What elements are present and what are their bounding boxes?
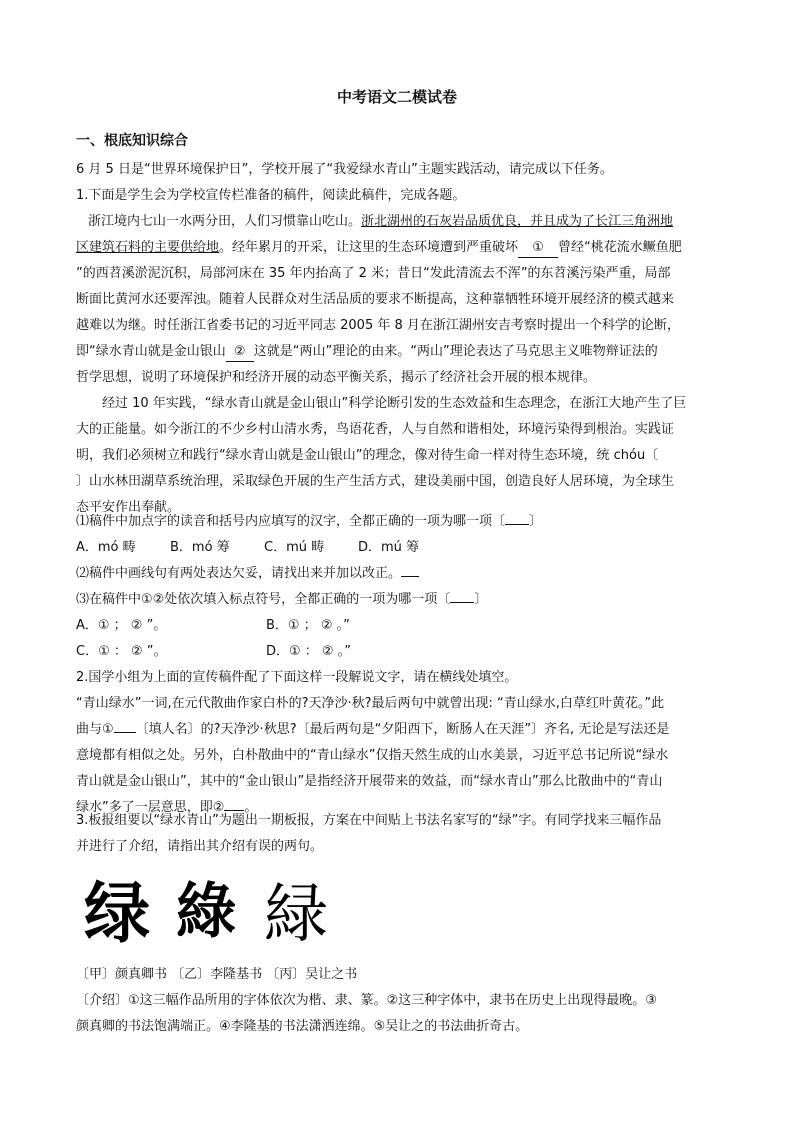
introduction-line: 颜真卿的书法饱满端正。④李隆基的书法潇洒连绵。⑤吴让之的书法曲折奇古。: [76, 1019, 529, 1034]
calligraphy-char-lishu: 綠: [176, 877, 236, 947]
passage-line: 经过 10 年实践，“绿水青山就是金山银山”科学论断引发的生态效益和生态理念，在浙江大地产生了巨: [102, 396, 687, 411]
intro-line: 6 月 5 日是“世界环境保护日”，学校开展了“我爱绿水青山”主题实践活动，请完成以下任务。: [76, 162, 613, 177]
options-row: [76, 535, 718, 561]
subquestion-1: ⑴稿件中加点字的读音和括号内应填写的汉字，全都正确的一项为哪一项〔 〕: [76, 514, 543, 529]
passage-line: 态平安作出奉献。: [76, 500, 181, 515]
section-heading: 一、根底知识综合: [76, 133, 188, 149]
underlined-sentence: 浙北湖州的石灰岩品质优良，并且成为了长江三角洲地: [361, 214, 674, 229]
question-3-line: 3.板报组要以“绿水青山”为题出一期板报，方案在中间贴上书法名家写的“绿”字。有同学找来三幅作品: [76, 813, 662, 828]
passage-text: 。经年累月的开采，让这里的生态环境遭到严重破坏: [219, 240, 519, 255]
question-2-line: 意境都有相似之处。另外，白朴散曲中的“青山绿水”仅指天然生成的山水美景，习近平总书记所说“绿水: [76, 748, 669, 763]
introduction-line: 〔介绍〕①这三幅作品所用的字体依次为楷、隶、篆。②这三种字体中，隶书在历史上出现得最晚。③: [76, 993, 657, 1008]
passage-text: 浙江境内七山一水两分田，人们习惯靠山吃山。: [88, 214, 362, 229]
subquestion-text: ⑶在稿件中①②处依次填入标点符号，全都正确的一项为哪一项〔: [76, 592, 451, 607]
subquestion-text: ⑴稿件中加点字的读音和括号内应填写的汉字，全都正确的一项为哪一项〔: [76, 514, 506, 529]
passage-line: [76, 235, 718, 261]
option-b[interactable]: B．① ； ② 。”: [266, 618, 350, 633]
answer-blank[interactable]: [450, 602, 474, 603]
subquestion-text: ⑵稿件中画线句有两处表达欠妥，请找出来并加以改正。: [76, 566, 402, 581]
passage-line: 大的正能量。如今浙江的不少乡村山清水秀，鸟语花香，人与自然和谐相处，环境污染得到根治。实践证: [76, 422, 675, 437]
answer-blank[interactable]: [505, 524, 529, 525]
options-row: [76, 639, 718, 665]
subquestion-2: [76, 561, 718, 587]
underlined-sentence: 区建筑石料的主要供给地: [76, 240, 220, 255]
passage-text: 即“绿水青山就是金山银山: [76, 344, 226, 359]
passage-line: ”的西苕溪淤泥沉积，局部河床在 35 年内抬高了 2 米；昔日“发此清流去不浑”的东苕溪污染严重，局部: [76, 266, 671, 281]
option-d[interactable]: D．① ： ② 。”: [266, 644, 351, 659]
passage-line: 〕山水林田湖草系统治理，采取绿色开展的生产生活方式，建设美丽中国，创造良好人居环境，为全球生: [76, 474, 675, 489]
subquestion-3: ⑶在稿件中①②处依次填入标点符号，全都正确的一项为哪一项〔 〕: [76, 592, 488, 607]
option-d[interactable]: D．mú 筹: [358, 540, 420, 555]
passage-line: 断面比黄河水还要浑浊。随着人民群众对生活品质的要求不断提高，这种靠牺牲环境开展经济的模式越来: [76, 292, 675, 307]
question-2-line: “青山绿水”一词,在元代散曲作家白朴的?天净沙·秋?最后两句中就曾出现: “青山绿水,白草红叶黄花。”此: [76, 696, 665, 711]
passage-line: 越难以为继。时任浙江省委书记的习近平同志 2005 年 8 月在浙江湖州安吉考察时提出一个科学的论断，: [76, 318, 680, 333]
question-2-stem: 2.国学小组为上面的宣传稿件配了下面这样一段解说文字，请在横线处填空。: [76, 670, 518, 685]
blank-2: ②: [226, 343, 254, 362]
calligraphy-image: [84, 870, 334, 950]
question-2-line: 曲与① 〔填人名〕的?天净沙·秋思?〔最后两句是“夕阳西下，断肠人在天涯”〕齐名, 无论是写法还是: [76, 722, 670, 737]
calligraphy-char-kaishu: 绿: [84, 874, 150, 950]
question-2-line: 绿水”多了一层意思，即② 。: [76, 800, 258, 815]
question-3-line: 并进行了介绍，请指出其介绍有误的两句。: [76, 839, 324, 854]
blank-1: ①: [518, 239, 558, 258]
option-a[interactable]: A．mó 畴: [76, 540, 136, 555]
passage-text: 曾经“桃花流水鳜鱼肥: [558, 240, 682, 255]
passage-line: [76, 209, 730, 235]
answer-blank[interactable]: [401, 576, 419, 577]
calligraphy-char-zhuanshu: 緑: [264, 878, 328, 950]
option-c[interactable]: C．mú 畴: [264, 540, 325, 555]
passage-text: 这就是“两山”理论的由来。“两山”理论表达了马克思主义唯物辩证法的: [253, 344, 658, 359]
option-a[interactable]: A．① ； ② ”。: [76, 618, 167, 633]
answer-blank[interactable]: [114, 732, 136, 733]
passage-line: [76, 339, 718, 365]
passage-line: 明，我们必须树立和践行“绿水青山就是金山银山”的理念，像对待生命一样对待生态环境，统 chóu〔: [76, 448, 659, 463]
passage-line: 哲学思想，说明了环境保护和经济开展的动态平衡关系，揭示了经济社会开展的根本规律。: [76, 370, 597, 385]
option-b[interactable]: B．mó 筹: [170, 540, 230, 555]
question-2-line: 青山就是金山银山”，其中的“金山银山”是指经济开展带来的效益，而“绿水青山”那么比散曲中的“青山: [76, 774, 663, 789]
option-c[interactable]: C．① ： ② ”。: [76, 644, 167, 659]
calligraphy-captions: 〔甲〕颜真卿书 〔乙〕李隆基书 〔丙〕吴让之书: [76, 967, 358, 982]
question-1-stem: 1.下面是学生会为学校宣传栏准备的稿件，阅读此稿件，完成各题。: [76, 188, 466, 203]
options-row: [76, 613, 718, 639]
page-title: 中考语文二模试卷: [336, 88, 457, 106]
